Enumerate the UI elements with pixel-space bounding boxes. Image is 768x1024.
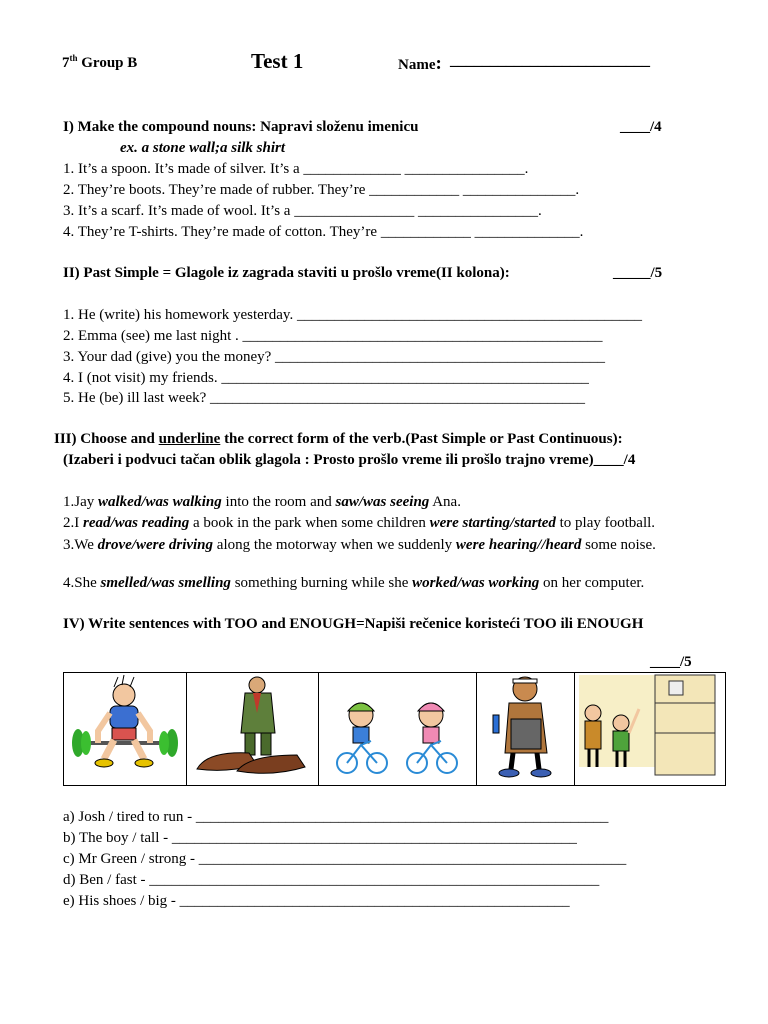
section1-example: ex. a stone wall;a silk shirt (120, 140, 286, 156)
section3-subtitle: (Izaberi i podvuci tačan oblik glagola : Prosto prošlo vreme ili prošlo trajno vreme)____/4 (63, 452, 636, 468)
section4-item-b: b) The boy / tall - ______________________________________________________ (63, 830, 577, 846)
kids-bikes-illustration (319, 673, 476, 785)
section2-score: _____/5 (613, 265, 663, 281)
section3-sentence-2: 2.I read/was reading a book in the park when some children were starting/started to play football. (63, 515, 656, 531)
section1-item-4: 4. They’re T-shirts. They’re made of cotton. They’re ____________ ______________. (63, 224, 584, 240)
name-input-line[interactable]: _________________________ (450, 52, 650, 69)
section2-item-2: 2. Emma (see) me last night . ________________________________________________ (63, 328, 603, 344)
section2-title: II) Past Simple = Glagole iz zagrada staviti u prošlo vreme(II kolona): (63, 265, 510, 281)
section3-sentence-3: 3.We drove/were driving along the motorway when we suddenly were hearing//heard some noise. (63, 537, 656, 553)
weightlifter-illustration (64, 673, 186, 785)
section2-item-5: 5. He (be) ill last week? __________________________________________________ (63, 390, 586, 406)
section3-sentence-4: 4.She smelled/was smelling something burning while she worked/was working on her computer. (63, 575, 645, 591)
section1-item-2: 2. They’re boots. They’re made of rubber. They’re ____________ _______________. (63, 182, 580, 198)
big-shoes-illustration (187, 673, 318, 785)
section4-item-c: c) Mr Green / strong - _________________________________________________________ (63, 851, 627, 867)
test-title: Test 1 (251, 49, 304, 73)
section4-item-d: d) Ben / fast - ____________________________________________________________ (63, 872, 600, 888)
tired-man-illustration (477, 673, 574, 785)
picture-weightlifter (63, 672, 187, 786)
picture-kids-bikes (318, 672, 477, 786)
picture-tired-man (476, 672, 575, 786)
section1-score: ____/4 (620, 119, 662, 135)
section4-item-a: a) Josh / tired to run - _______________________________________________________ (63, 809, 609, 825)
section4-score: ____/5 (650, 654, 692, 670)
section1-item-3: 3. It’s a scarf. It’s made of wool. It’s a ________________ ________________. (63, 203, 542, 219)
cupboard-illustration (575, 673, 725, 785)
section3-title: III) Choose and underline the correct form of the verb.(Past Simple or Past Continuous): (54, 431, 623, 447)
section2-item-1: 1. He (write) his homework yesterday. ______________________________________________ (63, 307, 642, 323)
class-label: 7th Group B (62, 53, 138, 71)
section2-item-3: 3. Your dad (give) you the money? ____________________________________________ (63, 349, 606, 365)
picture-grid (63, 672, 726, 786)
picture-tall-cupboard (574, 672, 726, 786)
picture-big-shoes (186, 672, 319, 786)
section1-title: I) Make the compound nouns: Napravi složenu imenicu (63, 119, 419, 135)
section1-item-1: 1. It’s a spoon. It’s made of silver. It’s a _____________ ________________. (63, 161, 529, 177)
section4-title: IV) Write sentences with TOO and ENOUGH=Napiši rečenice koristeći TOO ili ENOUGH (63, 616, 644, 632)
section4-item-e: e) His shoes / big - ____________________________________________________ (63, 893, 570, 909)
section2-item-4: 4. I (not visit) my friends. _________________________________________________ (63, 370, 589, 386)
name-label: Name: (398, 53, 442, 74)
section3-sentence-1: 1.Jay walked/was walking into the room and saw/was seeing Ana. (63, 494, 461, 510)
